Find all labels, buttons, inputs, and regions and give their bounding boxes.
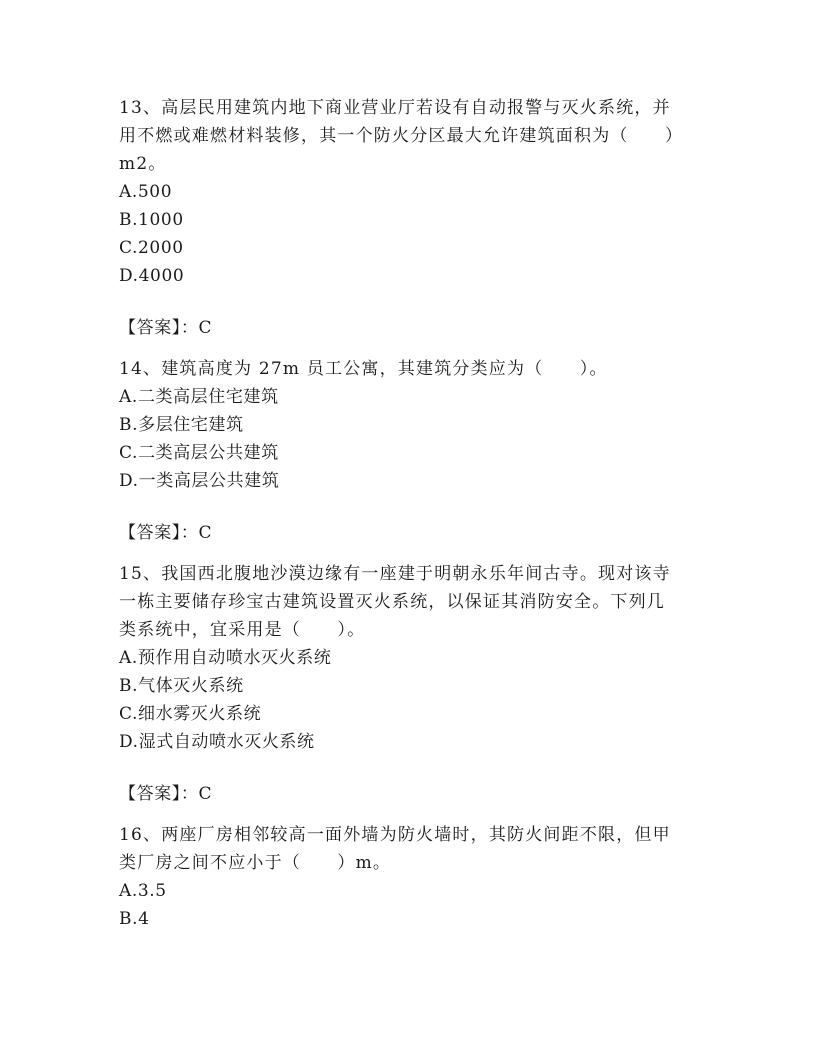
option-a: A.预作用自动喷水灭火系统	[119, 648, 332, 668]
option-a: A.3.5	[119, 881, 167, 901]
stem-line: 16、两座厂房相邻较高一面外墙为防火墙时，其防火间距不限，但甲	[119, 825, 671, 845]
document-page	[119, 94, 689, 933]
answer-line: 【答案】：C	[119, 523, 213, 543]
option-d: D.4000	[119, 266, 185, 286]
question-stem	[119, 355, 689, 383]
question-13	[119, 94, 689, 342]
stem-line: m2。	[119, 154, 167, 174]
stem-line: 14、建筑高度为 27m 员工公寓，其建筑分类应为（ ）。	[119, 359, 608, 379]
option-d: D.湿式自动喷水灭火系统	[119, 732, 315, 752]
stem-line: 一栋主要储存珍宝古建筑设置灭火系统，以保证其消防安全。下列几	[119, 592, 665, 612]
stem-line: 用不燃或难燃材料装修，其一个防火分区最大允许建筑面积为（ ）	[119, 126, 684, 146]
question-16	[119, 821, 689, 933]
stem-line: 类系统中，宜采用是（ ）。	[119, 620, 366, 640]
option-c: C.细水雾灭火系统	[119, 704, 262, 724]
option-b: B.4	[119, 909, 150, 929]
stem-line: 13、高层民用建筑内地下商业营业厅若设有自动报警与灭火系统，并	[119, 98, 671, 118]
option-a: A.500	[119, 182, 173, 202]
question-stem	[119, 821, 689, 877]
option-d: D.一类高层公共建筑	[119, 471, 280, 491]
stem-line: 15、我国西北腹地沙漠边缘有一座建于明朝永乐年间古寺。现对该寺	[119, 564, 671, 584]
option-c: C.2000	[119, 238, 184, 258]
option-b: B.1000	[119, 210, 184, 230]
option-b: B.气体灭火系统	[119, 676, 244, 696]
stem-line: 类厂房之间不应小于（ ）m。	[119, 853, 392, 873]
question-15	[119, 560, 689, 808]
question-stem	[119, 94, 689, 178]
option-a: A.二类高层住宅建筑	[119, 387, 279, 407]
question-stem	[119, 560, 689, 644]
question-14	[119, 355, 689, 547]
option-c: C.二类高层公共建筑	[119, 443, 279, 463]
answer-line: 【答案】：C	[119, 318, 213, 338]
answer-line: 【答案】：C	[119, 784, 213, 804]
option-b: B.多层住宅建筑	[119, 415, 244, 435]
